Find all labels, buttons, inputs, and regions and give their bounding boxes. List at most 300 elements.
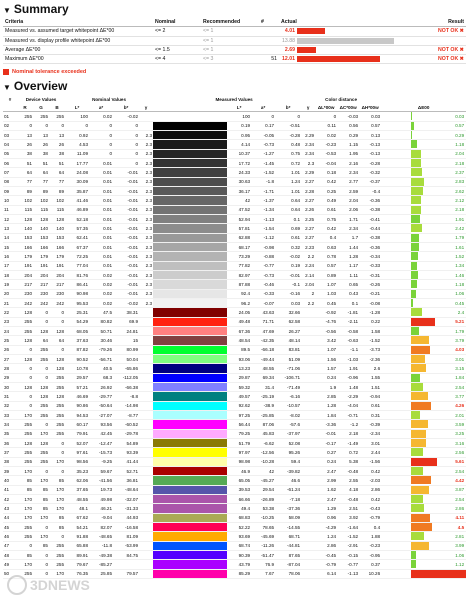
delta-e-cell (381, 494, 466, 503)
delta-e-cell (381, 243, 466, 252)
measured-value-dL: 1.28 (315, 401, 337, 410)
nominal-value-bb: -0.02 (113, 299, 139, 308)
nominal-value-b: 0 (49, 438, 65, 447)
nominal-value-r: 255 (17, 522, 33, 531)
nominal-value-bb: -0.01 (113, 177, 139, 186)
measured-value-mg: 2.04 (301, 280, 315, 289)
measured-value-ma: -0.77 (251, 261, 275, 270)
color-swatch (153, 168, 227, 177)
measured-value-dC: 4.18 (337, 485, 359, 494)
patch-number: 47 (3, 541, 17, 550)
measured-value-dC: -1.03 (337, 355, 359, 364)
nominal-value-a: 47.5 (89, 308, 113, 317)
measured-value-dC: 0.43 (337, 289, 359, 298)
nominal-value-gm: 2.3 (139, 159, 153, 168)
overview-row (3, 485, 466, 494)
color-swatch-fill (153, 243, 227, 251)
warning-square-icon (3, 69, 9, 75)
color-swatch (153, 261, 227, 270)
measured-value-dC: -1.64 (337, 522, 359, 531)
delta-e-bar (411, 374, 419, 382)
delta-e-value: 2.42 (455, 226, 465, 232)
nominal-value-bb: -0.01 (113, 271, 139, 280)
measured-value-dC: 0.65 (337, 280, 359, 289)
count-cell: 51 (259, 55, 279, 64)
nominal-value-a: -29.77 (89, 392, 113, 401)
measured-value-dL: 1.62 (315, 485, 337, 494)
measured-value-dC: 5.38 (337, 457, 359, 466)
nominal-value-r: 85 (17, 476, 33, 485)
nominal-cell (153, 36, 201, 45)
overview-row (3, 401, 466, 410)
patch-number: 37 (3, 448, 17, 457)
nominal-value-r: 128 (17, 355, 33, 364)
nominal-value-L: 46.69 (65, 392, 89, 401)
measured-value-mg (301, 112, 315, 121)
nominal-value-bb: 15 (113, 336, 139, 345)
measured-value-dC: -0.63 (337, 336, 359, 345)
delta-e-cell (381, 550, 466, 559)
nominal-value-bb: -8.77 (113, 410, 139, 419)
measured-value-mg (301, 383, 315, 392)
measured-value-dC: 0.72 (337, 448, 359, 457)
nominal-value-bb: -0.01 (113, 205, 139, 214)
measured-value-dH: 0.4 (359, 522, 381, 531)
delta-e-cell (381, 438, 466, 447)
measured-value-mL: 65.05 (227, 476, 251, 485)
patch-number: 29 (3, 373, 17, 382)
overview-heading[interactable]: ▼ Overview (3, 79, 68, 94)
delta-e-cell (381, 261, 466, 270)
nominal-value-a: 0.01 (89, 205, 113, 214)
measured-value-mb: 78.06 (275, 569, 301, 578)
nominal-value-g: 242 (33, 299, 49, 308)
delta-e-cell (381, 476, 466, 485)
measured-value-mL: 10.37 (227, 149, 251, 158)
nominal-value-r: 170 (17, 560, 33, 569)
delta-e-bar (411, 486, 429, 494)
color-swatch-fill (153, 383, 227, 391)
measured-value-dC: 1.48 (337, 383, 359, 392)
delta-e-bar (411, 234, 419, 242)
delta-e-bar (411, 308, 422, 316)
nominal-value-bb: 44.93 (113, 513, 139, 522)
nominal-value-b: 0 (49, 466, 65, 475)
color-swatch-fill (153, 187, 227, 195)
measured-value-dL: -0.45 (315, 550, 337, 559)
measured-value-dC: -0.71 (337, 410, 359, 419)
measured-value-mg (301, 457, 315, 466)
measured-value-dL: 0.27 (315, 448, 337, 457)
measured-value-mL: 29.87 (227, 373, 251, 382)
nominal-value-gm (139, 476, 153, 485)
column-header: γ (139, 103, 153, 112)
overview-row (3, 392, 466, 401)
delta-e-value: 3.87 (455, 487, 465, 493)
measured-value-mL: 87.88 (227, 280, 251, 289)
delta-e-cell (381, 560, 466, 569)
nominal-value-a: 46.21 (89, 504, 113, 513)
nominal-value-bb: -29.78 (113, 429, 139, 438)
nominal-value-gm (139, 336, 153, 345)
delta-e-cell (381, 513, 466, 522)
nominal-value-bb: 0 (113, 121, 139, 130)
overview-row (3, 215, 466, 224)
nominal-value-L: 89.91 (65, 550, 89, 559)
nominal-value-b: 128 (49, 327, 65, 336)
patch-number: 32 (3, 401, 17, 410)
nominal-value-gm: 2.3 (139, 140, 153, 149)
nominal-value-r: 166 (17, 243, 33, 252)
measured-value-mg (301, 550, 315, 559)
result-cell: NOT OK ✖ (401, 45, 466, 54)
nominal-value-b: 102 (49, 196, 65, 205)
delta-e-cell (381, 187, 466, 196)
measured-value-mg (301, 392, 315, 401)
patch-number: 06 (3, 159, 17, 168)
nominal-value-g: 85 (33, 541, 49, 550)
measured-value-ma: -1.52 (251, 168, 275, 177)
nominal-value-r: 0 (17, 392, 33, 401)
column-header: γ (301, 103, 315, 112)
nominal-value-b: 140 (49, 224, 65, 233)
color-swatch-fill (153, 430, 227, 438)
watermark-logo-icon (6, 574, 98, 596)
measured-value-mL: 62.88 (227, 233, 251, 242)
summary-row (3, 55, 466, 64)
collapse-triangle-icon[interactable]: ▼ (3, 83, 11, 93)
measured-value-ma: -0.46 (251, 280, 275, 289)
measured-value-dL: 1.56 (315, 355, 337, 364)
delta-e-value: 0.45 (455, 300, 465, 306)
nominal-value-a: 0.02 (89, 280, 113, 289)
nominal-value-L: 54.29 (65, 317, 89, 326)
measured-value-dH: 1.51 (359, 383, 381, 392)
nominal-value-bb: -32.07 (113, 494, 139, 503)
delta-e-bar (411, 476, 431, 484)
delta-e-cell (381, 205, 466, 214)
measured-value-ma: -51.47 (251, 550, 275, 559)
result-cell (401, 36, 466, 45)
nominal-value-g: 0 (33, 466, 49, 475)
nominal-value-g: 0 (33, 522, 49, 531)
measured-value-dC: -4.04 (337, 401, 359, 410)
nominal-value-a: 0 (89, 140, 113, 149)
measured-value-mb: 87.65 (275, 550, 301, 559)
nominal-value-r: 13 (17, 131, 33, 140)
delta-e-cell (381, 401, 466, 410)
delta-e-value: 2.83 (455, 179, 465, 185)
nominal-value-gm (139, 532, 153, 541)
nominal-value-bb: 84.75 (113, 550, 139, 559)
nominal-value-gm: 2.3 (139, 271, 153, 280)
nominal-value-bb: 79.57 (113, 569, 139, 578)
nominal-value-a: 0.02 (89, 299, 113, 308)
patch-number: 20 (3, 289, 17, 298)
measured-value-mg (301, 327, 315, 336)
color-swatch (153, 131, 227, 140)
criteria-cell: Maximum ΔE*00 (3, 55, 153, 64)
measured-value-dH: -0.13 (359, 140, 381, 149)
measured-value-dL: -0.92 (315, 308, 337, 317)
nominal-value-b: 85 (49, 476, 65, 485)
delta-e-value: 2.86 (455, 505, 465, 511)
nominal-value-bb: -0.01 (113, 243, 139, 252)
measured-value-mg: 2.14 (301, 271, 315, 280)
measured-value-ma: -38.9 (251, 401, 275, 410)
nominal-cell: <= 4 (153, 55, 201, 64)
nominal-value-L: 100 (65, 112, 89, 121)
overview-row (3, 168, 466, 177)
overview-column-header (3, 103, 466, 112)
measured-value-mg: 2.2 (301, 299, 315, 308)
patch-number: 21 (3, 299, 17, 308)
measured-value-dC: 2.34 (337, 224, 359, 233)
overview-row (3, 429, 466, 438)
measured-value-dH: 10.26 (359, 569, 381, 578)
measured-value-dL: -0.01 (315, 429, 337, 438)
nominal-value-L: 67.37 (65, 243, 89, 252)
delta-e-value: 1.06 (455, 552, 465, 558)
delta-e-bar (411, 215, 420, 223)
color-swatch-fill (153, 168, 227, 176)
measured-value-dC: 2.34 (337, 168, 359, 177)
recommended-cell: <= 1 (201, 36, 259, 45)
measured-value-mL: 24.05 (227, 308, 251, 317)
measured-value-mb: 0.32 (275, 243, 301, 252)
nominal-value-a: 42.45 (89, 429, 113, 438)
nominal-value-g: 115 (33, 205, 49, 214)
measured-value-ma: -42.35 (251, 336, 275, 345)
delta-e-value: 3.79 (455, 338, 465, 344)
measured-value-dL: 2.86 (315, 541, 337, 550)
measured-value-dC: 1.44 (337, 243, 359, 252)
nominal-value-bb: -66.38 (113, 383, 139, 392)
color-swatch-fill (153, 486, 227, 494)
color-swatch-fill (153, 336, 227, 344)
nominal-value-gm (139, 513, 153, 522)
nominal-value-a: 68.3 (89, 373, 113, 382)
nominal-value-bb: 24.81 (113, 327, 139, 336)
color-swatch (153, 243, 227, 252)
patch-number: 25 (3, 336, 17, 345)
summary-row (3, 45, 466, 54)
measured-value-dC: 2.55 (337, 476, 359, 485)
measured-value-mL: 49.57 (227, 392, 251, 401)
measured-value-dH: -0.28 (359, 159, 381, 168)
delta-e-value: 1.46 (455, 272, 465, 278)
overview-row (3, 112, 466, 121)
measured-value-mg (301, 355, 315, 364)
color-swatch (153, 383, 227, 392)
collapse-triangle-icon[interactable]: ▼ (3, 6, 11, 15)
overview-row (3, 140, 466, 149)
color-swatch-fill (153, 467, 227, 475)
measured-value-mg (301, 476, 315, 485)
nominal-value-r: 153 (17, 233, 33, 242)
delta-e-value: 2.54 (455, 496, 465, 502)
delta-e-bar (411, 355, 425, 363)
measured-value-mb: 52.08 (275, 438, 301, 447)
nominal-value-gm (139, 438, 153, 447)
delta-e-value: 2.12 (455, 198, 465, 204)
nominal-value-g: 0 (33, 121, 49, 130)
overview-row (3, 494, 466, 503)
actual-bar (297, 28, 325, 34)
nominal-value-a: -49.38 (89, 550, 113, 559)
color-swatch-fill (153, 402, 227, 410)
delta-e-cell (381, 131, 466, 140)
color-swatch-fill (153, 131, 227, 139)
nominal-value-gm (139, 550, 153, 559)
measured-value-dL: 0.75 (315, 215, 337, 224)
measured-value-mb: -44.81 (275, 541, 301, 550)
nominal-value-g: 128 (33, 327, 49, 336)
measured-value-dL: 1.07 (315, 280, 337, 289)
nominal-value-g: 0 (33, 373, 49, 382)
measured-value-ma: 0 (251, 112, 275, 121)
measured-value-mL: 49.48 (227, 317, 251, 326)
nominal-value-b: 255 (49, 410, 65, 419)
color-swatch (153, 401, 227, 410)
overview-group-header (3, 95, 466, 103)
measured-value-ma: -6.62 (251, 438, 275, 447)
delta-e-bar (411, 196, 421, 204)
delta-e-bar (411, 206, 421, 214)
delta-e-value: 1.52 (455, 254, 465, 260)
measured-value-dH: -2.36 (359, 355, 381, 364)
overview-row (3, 308, 466, 317)
color-swatch (153, 364, 227, 373)
actual-cell: 12.01 (279, 55, 297, 64)
nominal-value-a: -79.26 (89, 345, 113, 354)
delta-e-bar (411, 364, 425, 372)
color-swatch-fill (153, 308, 227, 316)
delta-e-cell (381, 569, 466, 578)
delta-e-bar (411, 402, 431, 410)
measured-value-mb: 83.81 (275, 345, 301, 354)
nominal-value-a: 0.01 (89, 224, 113, 233)
nominal-value-r: 102 (17, 196, 33, 205)
delta-e-bar (411, 122, 414, 130)
nominal-value-gm (139, 569, 153, 578)
measured-value-mg: 2 (301, 289, 315, 298)
measured-value-dL: -4.76 (315, 317, 337, 326)
measured-value-dL: 0 (315, 112, 337, 121)
measured-value-dH: -0.79 (359, 513, 381, 522)
nominal-value-L: 94.53 (65, 410, 89, 419)
nominal-value-b: 204 (49, 271, 65, 280)
nominal-value-bb: -65.86 (113, 364, 139, 373)
patch-number: 27 (3, 355, 17, 364)
color-swatch-fill (153, 262, 227, 270)
measured-value-mb: 62.58 (275, 317, 301, 326)
nominal-value-a: -9.04 (89, 513, 113, 522)
measured-value-mg (301, 494, 315, 503)
measured-value-dH: -1.56 (359, 457, 381, 466)
nominal-value-bb: -0.01 (113, 233, 139, 242)
measured-value-dH: 2.86 (359, 485, 381, 494)
measured-value-dL: 1.84 (315, 410, 337, 419)
color-swatch-fill (153, 178, 227, 186)
nominal-value-L: 29.57 (65, 373, 89, 382)
measured-value-mL: 100 (227, 112, 251, 121)
delta-e-value: 3.99 (455, 543, 465, 549)
nominal-value-a: 0.02 (89, 112, 113, 121)
nominal-value-g: 64 (33, 336, 49, 345)
measured-value-ma: 53.38 (251, 504, 275, 513)
measured-value-mb: 0.64 (275, 196, 301, 205)
measured-value-mL: 85.29 (227, 569, 251, 578)
nominal-value-g: 0 (33, 317, 49, 326)
measured-value-mg: 2.29 (301, 168, 315, 177)
color-swatch-fill (153, 215, 227, 223)
delta-e-value: 4.11 (455, 515, 465, 521)
nominal-value-b: 170 (49, 457, 65, 466)
nominal-value-a: 0.01 (89, 196, 113, 205)
nominal-value-g: 89 (33, 187, 49, 196)
nominal-value-b: 85 (49, 513, 65, 522)
measured-value-mL: 57.81 (227, 224, 251, 233)
measured-value-dL: 2.47 (315, 466, 337, 475)
delta-e-cell (381, 410, 466, 419)
nominal-value-a: -9.25 (89, 457, 113, 466)
overview-row (3, 522, 466, 531)
nominal-value-a: 0.01 (89, 177, 113, 186)
nominal-value-g: 0 (33, 569, 49, 578)
measured-value-ma: -66.18 (251, 345, 275, 354)
measured-value-ma: -0.07 (251, 299, 275, 308)
nominal-value-b: 0 (49, 532, 65, 541)
nominal-value-bb (113, 560, 139, 569)
measured-value-dL: -0.56 (315, 327, 337, 336)
color-swatch-fill (153, 112, 227, 120)
nominal-value-bb: -14.98 (113, 401, 139, 410)
color-swatch-fill (153, 495, 227, 503)
color-swatch-fill (153, 411, 227, 419)
measured-value-mb: 0.75 (275, 149, 301, 158)
measured-value-mg (301, 317, 315, 326)
delta-e-cell (381, 522, 466, 531)
measured-value-mb: 0.19 (275, 261, 301, 270)
patch-number: 17 (3, 261, 17, 270)
measured-value-mL: 68.17 (227, 243, 251, 252)
color-swatch (153, 513, 227, 522)
measured-value-dL: 0.02 (315, 131, 337, 140)
color-swatch-fill (153, 196, 227, 204)
color-swatch-fill (153, 504, 227, 512)
measured-value-mL: 68.74 (227, 541, 251, 550)
measured-value-mb: 0.1 (275, 215, 301, 224)
delta-e-bar (411, 178, 424, 186)
criteria-cell: Measured vs. display profile whitepoint ΔE*00 (3, 36, 153, 45)
patch-number: 10 (3, 196, 17, 205)
patch-number: 04 (3, 140, 17, 149)
nominal-value-a: 80.82 (89, 317, 113, 326)
color-swatch (153, 373, 227, 382)
summary-heading[interactable]: ▼ Summary (3, 2, 69, 16)
overview-row (3, 513, 466, 522)
nominal-value-r: 128 (17, 438, 33, 447)
delta-e-bar (411, 560, 416, 568)
nominal-value-L: 10.78 (65, 364, 89, 373)
nominal-value-L: 48.1 (65, 504, 89, 513)
measured-value-ma: 69.34 (251, 373, 275, 382)
nominal-value-r: 230 (17, 289, 33, 298)
nominal-value-L: 95.53 (65, 299, 89, 308)
delta-e-bar (411, 495, 423, 503)
nominal-value-bb: -0.01 (113, 187, 139, 196)
